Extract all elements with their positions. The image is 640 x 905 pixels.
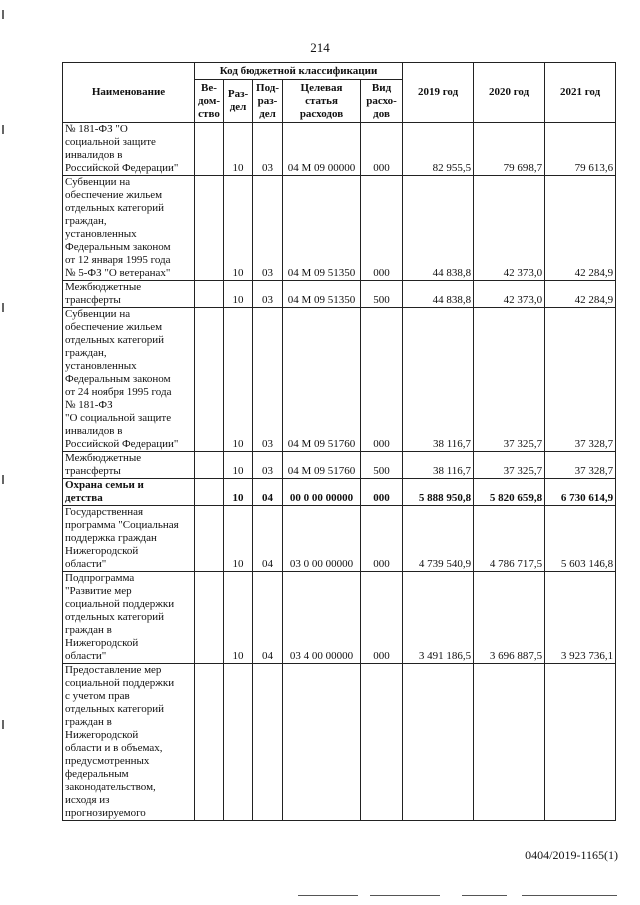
cell-2019: 82 955,5 xyxy=(403,123,474,176)
cell-podrazdel: 04 xyxy=(253,506,283,572)
table-row xyxy=(63,452,616,479)
margin-mark xyxy=(2,303,4,312)
cell-2020: 3 696 887,5 xyxy=(474,572,545,664)
cell-vid: 500 xyxy=(361,452,403,479)
cell-name: Предоставление мер социальной поддержки с учетом прав отдельных категорий граждан в Нижегородской области и в объемах, предусмотренных федеральным законодательством, исходя из прогнозируемого xyxy=(63,664,195,821)
cell-name: Подпрограмма "Развитие мер социальной поддержки отдельных категорий граждан в Нижегородской области" xyxy=(63,572,195,664)
footer-line xyxy=(370,895,440,896)
cell-2020: 37 325,7 xyxy=(474,308,545,452)
margin-mark xyxy=(2,10,4,19)
header-classification-group: Код бюджетной классификации xyxy=(195,63,403,80)
header-name: Наименование xyxy=(63,63,195,123)
document-code: 0404/2019-1165(1) xyxy=(525,848,618,862)
cell-razdel: 10 xyxy=(224,506,253,572)
cell-vid: 000 xyxy=(361,479,403,506)
cell-podrazdel: 03 xyxy=(253,176,283,281)
cell-2021: 79 613,6 xyxy=(545,123,616,176)
cell-2021: 3 923 736,1 xyxy=(545,572,616,664)
cell-2019 xyxy=(403,664,474,821)
cell-vedomstvo xyxy=(195,479,224,506)
page-number: 214 xyxy=(310,40,330,55)
cell-2020: 37 325,7 xyxy=(474,452,545,479)
cell-vid: 000 xyxy=(361,506,403,572)
footer-line xyxy=(522,895,617,896)
table-row xyxy=(63,506,616,572)
header-2019: 2019 год xyxy=(403,63,474,123)
table-row xyxy=(63,664,616,821)
cell-podrazdel: 03 xyxy=(253,308,283,452)
cell-2019: 5 888 950,8 xyxy=(403,479,474,506)
cell-tselevaya: 04 М 09 51760 xyxy=(283,452,361,479)
cell-podrazdel: 04 xyxy=(253,572,283,664)
cell-2020: 4 786 717,5 xyxy=(474,506,545,572)
cell-vedomstvo xyxy=(195,308,224,452)
cell-vedomstvo xyxy=(195,123,224,176)
cell-podrazdel xyxy=(253,664,283,821)
cell-vedomstvo xyxy=(195,176,224,281)
cell-tselevaya: 04 М 09 51760 xyxy=(283,308,361,452)
cell-podrazdel: 03 xyxy=(253,281,283,308)
margin-mark xyxy=(2,475,4,484)
cell-name: № 181-ФЗ "О социальной защите инвалидов в Российской Федерации" xyxy=(63,123,195,176)
cell-vid: 500 xyxy=(361,281,403,308)
table-row xyxy=(63,123,616,176)
cell-vedomstvo xyxy=(195,452,224,479)
cell-name: Межбюджетные трансферты xyxy=(63,281,195,308)
cell-vid: 000 xyxy=(361,123,403,176)
cell-2020: 79 698,7 xyxy=(474,123,545,176)
cell-razdel: 10 xyxy=(224,281,253,308)
cell-vedomstvo xyxy=(195,281,224,308)
margin-mark xyxy=(2,125,4,134)
cell-vid: 000 xyxy=(361,572,403,664)
cell-podrazdel: 03 xyxy=(253,452,283,479)
cell-razdel: 10 xyxy=(224,572,253,664)
header-vedomstvo: Ве- дом- ство xyxy=(195,80,224,123)
table-row xyxy=(63,572,616,664)
cell-2021 xyxy=(545,664,616,821)
cell-2020: 5 820 659,8 xyxy=(474,479,545,506)
footer-line xyxy=(462,895,507,896)
cell-2021: 5 603 146,8 xyxy=(545,506,616,572)
header-vid: Вид расхо- дов xyxy=(361,80,403,123)
cell-razdel: 10 xyxy=(224,176,253,281)
cell-2021: 6 730 614,9 xyxy=(545,479,616,506)
budget-table xyxy=(62,62,616,821)
cell-tselevaya xyxy=(283,664,361,821)
cell-2021: 42 284,9 xyxy=(545,281,616,308)
cell-2021: 37 328,7 xyxy=(545,308,616,452)
cell-vid: 000 xyxy=(361,308,403,452)
cell-2019: 44 838,8 xyxy=(403,281,474,308)
cell-razdel xyxy=(224,664,253,821)
cell-podrazdel: 04 xyxy=(253,479,283,506)
header-podrazdel: Под- раз- дел xyxy=(253,80,283,123)
cell-2019: 38 116,7 xyxy=(403,452,474,479)
cell-tselevaya: 00 0 00 00000 xyxy=(283,479,361,506)
table-row xyxy=(63,281,616,308)
cell-2021: 37 328,7 xyxy=(545,452,616,479)
cell-razdel: 10 xyxy=(224,452,253,479)
cell-name: Государственная программа "Социальная поддержка граждан Нижегородской области" xyxy=(63,506,195,572)
cell-vid xyxy=(361,664,403,821)
cell-tselevaya: 04 М 09 51350 xyxy=(283,281,361,308)
cell-2020: 42 373,0 xyxy=(474,176,545,281)
header-2021: 2021 год xyxy=(545,63,616,123)
table-row xyxy=(63,308,616,452)
cell-vedomstvo xyxy=(195,572,224,664)
cell-tselevaya: 04 М 09 51350 xyxy=(283,176,361,281)
cell-razdel: 10 xyxy=(224,308,253,452)
header-2020: 2020 год xyxy=(474,63,545,123)
cell-razdel: 10 xyxy=(224,123,253,176)
cell-name: Охрана семьи и детства xyxy=(63,479,195,506)
cell-tselevaya: 03 4 00 00000 xyxy=(283,572,361,664)
cell-tselevaya: 04 М 09 00000 xyxy=(283,123,361,176)
cell-name: Субвенции на обеспечение жильем отдельных категорий граждан, установленных Федеральным законом от 24 ноября 1995 года № 181-ФЗ "О социальной защите инвалидов в Российской Федерации" xyxy=(63,308,195,452)
cell-2020: 42 373,0 xyxy=(474,281,545,308)
cell-2019: 44 838,8 xyxy=(403,176,474,281)
table-row xyxy=(63,479,616,506)
cell-2019: 3 491 186,5 xyxy=(403,572,474,664)
cell-name: Межбюджетные трансферты xyxy=(63,452,195,479)
cell-2020 xyxy=(474,664,545,821)
cell-tselevaya: 03 0 00 00000 xyxy=(283,506,361,572)
cell-vedomstvo xyxy=(195,506,224,572)
cell-2021: 42 284,9 xyxy=(545,176,616,281)
table-row xyxy=(63,176,616,281)
cell-razdel: 10 xyxy=(224,479,253,506)
cell-name: Субвенции на обеспечение жильем отдельных категорий граждан, установленных Федеральным законом от 12 января 1995 года № 5-ФЗ "О ветеранах" xyxy=(63,176,195,281)
cell-2019: 38 116,7 xyxy=(403,308,474,452)
cell-vedomstvo xyxy=(195,664,224,821)
margin-mark xyxy=(2,720,4,729)
cell-vid: 000 xyxy=(361,176,403,281)
footer-line xyxy=(298,895,358,896)
cell-podrazdel: 03 xyxy=(253,123,283,176)
header-razdel: Раз- дел xyxy=(224,80,253,123)
cell-2019: 4 739 540,9 xyxy=(403,506,474,572)
header-tselevaya: Целевая статья расходов xyxy=(283,80,361,123)
